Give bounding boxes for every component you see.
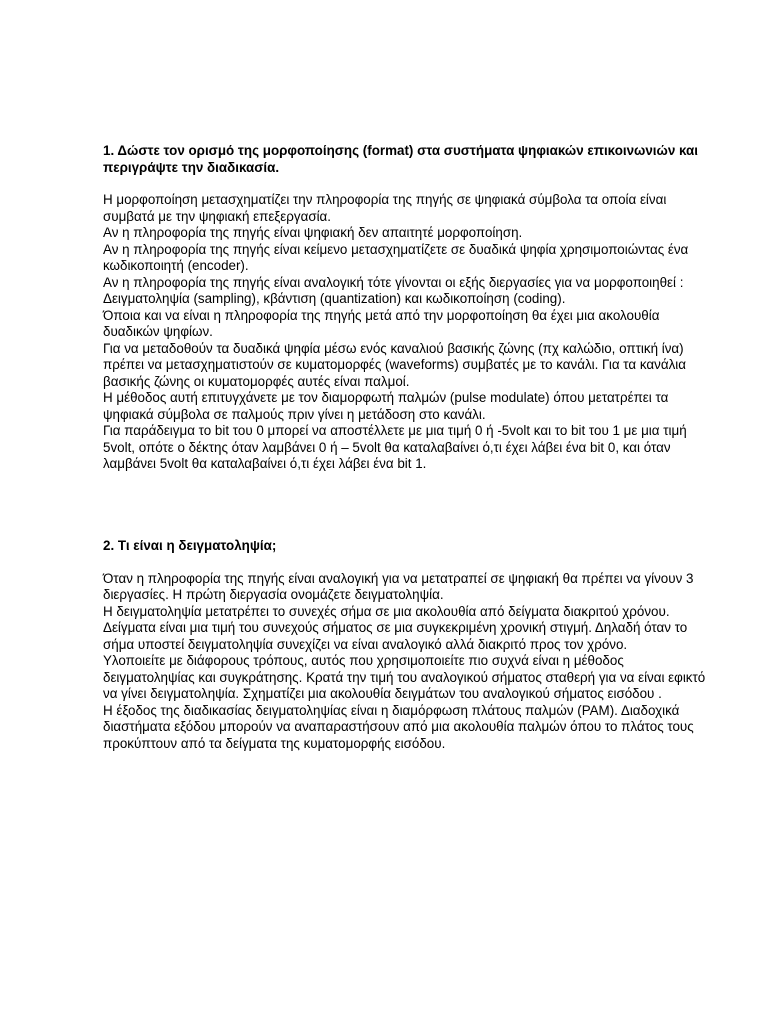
question-2-heading: 2. Τι είναι η δειγματοληψία; — [103, 538, 277, 553]
paragraph: Αν η πληροφορία της πηγής είναι αναλογική τότε γίνονται οι εξής διεργασίες για να μορφοποιηθεί : Δειγματοληψία (sampling), κβάντιση (quantization) και κωδικοποίηση (coding). — [103, 274, 684, 306]
paragraph: Η μέθοδος αυτή επιτυγχάνετε με τον διαμορφωτή παλμών (pulse modulate) όπου μετατρέπει τα ψηφιακά σύμβολα σε παλμούς πριν γίνει η μετάδοση στο κανάλι. — [103, 390, 669, 422]
paragraph: Η δειγματοληψία μετατρέπει το συνεχές σήμα σε μια ακολουθία από δείγματα διακριτού χρόνου. Δείγματα είναι μια τιμή του συνεχούς σήματος σε μια συγκεκριμένη χρονική στιγμή. Δηλαδή όταν το σήμα υποστεί δειγματοληψία συνεχίζει να είναι αναλογικό αλλά διακριτό προς τον χρόνο. — [103, 603, 688, 652]
question-1-heading: 1. Δώστε τον ορισμό της μορφοποίησης (format) στα συστήματα ψηφιακών επικοινωνιών και περιγράψτε την διαδικασία. — [103, 143, 698, 175]
paragraph: Αν η πληροφορία της πηγής είναι ψηφιακή δεν απαιτητέ μορφοποίηση. — [103, 225, 523, 240]
section-sampling-definition — [103, 538, 713, 752]
paragraph: Για να μεταδοθούν τα δυαδικά ψηφία μέσω ενός καναλιού βασικής ζώνης (πχ καλώδιο, οπτική ίνα) πρέπει να μετασχηματιστούν σε κυματομορφές (waveforms) συμβατές με το κανάλι. Για τα κανάλια βασικής ζώνης οι κυματομορφές αυτές είναι παλμοί. — [103, 340, 686, 389]
paragraph: Αν η πληροφορία της πηγής είναι κείμενο μετασχηματίζετε σε δυαδικά ψηφία χρησιμοποιώντας ένα κωδικοποιητή (encoder). — [103, 241, 689, 273]
paragraph: Η έξοδος της διαδικασίας δειγματοληψίας είναι η διαμόρφωση πλάτους παλμών (PAM). Διαδοχικά διαστήματα εξόδου μπορούν να αναπαραστήσουν από μια ακολουθία παλμών όπου το πλάτος τους προκύπτουν από τα δείγματα της κυματομορφής εισόδου. — [103, 702, 694, 751]
paragraph: Όποια και να είναι η πληροφορία της πηγής μετά από την μορφοποίηση θα έχει μια ακολουθία δυαδικών ψηφίων. — [103, 307, 660, 339]
paragraph: Υλοποιείτε με διάφορους τρόπους, αυτός που χρησιμοποιείτε πιο συχνά είναι η μέθοδος δειγματοληψίας και συγκράτησης. Κρατά την τιμή του αναλογικού σήματος σταθερή για να είναι εφικτό να γίνει δειγματοληψία. Σχηματίζει μια ακολουθία δειγμάτων του αναλογικού σήματος εισόδου . — [103, 653, 706, 701]
spacer — [103, 176, 713, 192]
paragraph: Η μορφοποίηση μετασχηματίζει την πληροφορία της πηγής σε ψηφιακά σύμβολα τα οποία είναι συμβατά με την ψηφιακή επεξεργασία. — [103, 192, 667, 224]
section-format-definition — [103, 143, 713, 473]
spacer — [103, 555, 713, 571]
paragraph: Όταν η πληροφορία της πηγής είναι αναλογική για να μετατραπεί σε ψηφιακή θα πρέπει να γίνουν 3 διεργασίες. Η πρώτη διεργασία ονομάζετε δειγματοληψία. — [103, 570, 694, 602]
paragraph: Για παράδειγμα το bit του 0 μπορεί να αποστέλλετε με μια τιμή 0 ή -5volt και το bit του 1 με μια τιμή 5volt, οπότε ο δέκτης όταν λαμβάνει 0 ή – 5volt θα καταλαβαίνει ό,τι έχει λάβει ένα bit 0, και όταν λαμβάνει 5volt θα καταλαβαίνει ό,τι έχει λάβει ένα bit 1. — [103, 423, 687, 471]
